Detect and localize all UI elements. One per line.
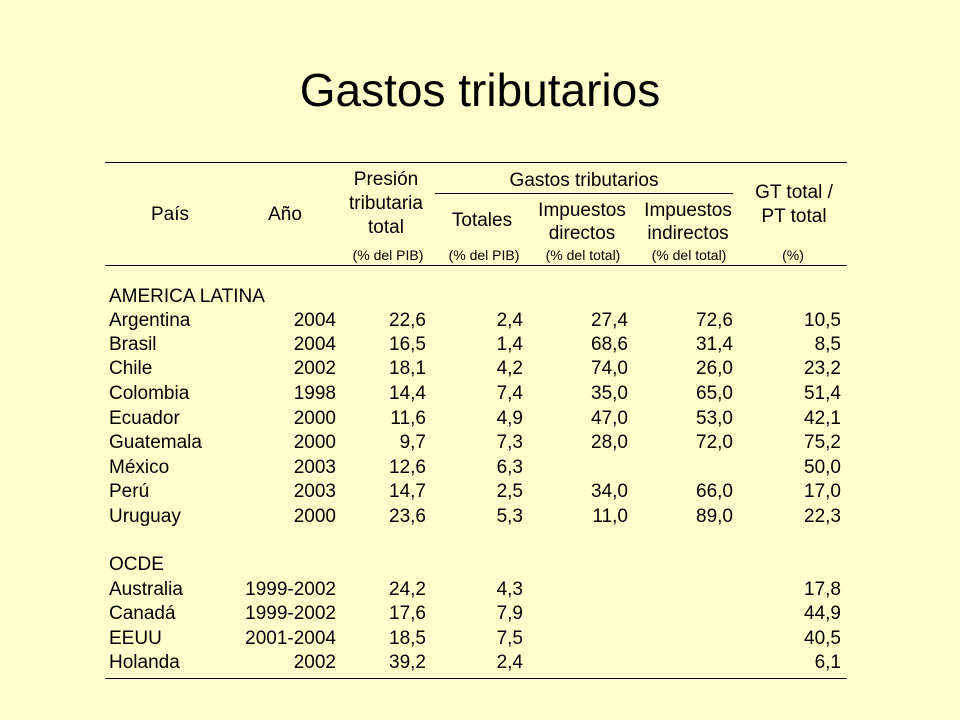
- cell-indirectos: 26,0: [696, 358, 733, 379]
- table-row: [105, 627, 847, 651]
- table-row: [105, 309, 847, 333]
- header-ano: Año: [268, 204, 302, 225]
- header-bottom-rule: [105, 265, 847, 266]
- page-title: Gastos tributarios: [299, 64, 661, 116]
- cell-country: Uruguay: [109, 506, 181, 527]
- cell-directos: 74,0: [591, 358, 628, 379]
- cell-year: 2000: [293, 432, 336, 453]
- table-row: [105, 651, 847, 675]
- cell-gtpt: 17,8: [804, 579, 841, 600]
- cell-totales: 2,4: [496, 652, 523, 673]
- header-gtpt-line1: GT total /: [755, 182, 833, 203]
- cell-country: Colombia: [109, 383, 190, 404]
- cell-country: Perú: [109, 481, 150, 502]
- table-row: [105, 505, 847, 529]
- cell-year: 2004: [293, 310, 336, 331]
- cell-country: Chile: [109, 358, 153, 379]
- cell-country: Australia: [109, 579, 183, 600]
- cell-gtpt: 17,0: [804, 481, 841, 502]
- cell-gtpt: 40,5: [804, 628, 841, 649]
- cell-totales: 2,5: [496, 481, 523, 502]
- cell-totales: 4,3: [496, 579, 523, 600]
- cell-gtpt: 51,4: [804, 383, 841, 404]
- cell-presion: 16,5: [389, 334, 426, 355]
- cell-country: Guatemala: [109, 432, 202, 453]
- cell-directos: 28,0: [591, 432, 628, 453]
- cell-presion: 14,7: [389, 481, 426, 502]
- cell-presion: 22,6: [389, 310, 426, 331]
- cell-gtpt: 6,1: [814, 652, 841, 673]
- cell-directos: 35,0: [591, 383, 628, 404]
- cell-country: Argentina: [109, 310, 191, 331]
- cell-year: 2003: [293, 457, 336, 478]
- cell-year: 2002: [293, 652, 336, 673]
- cell-gtpt: 50,0: [804, 457, 841, 478]
- table-row: [105, 382, 847, 406]
- header-directos-line2: directos: [548, 223, 616, 244]
- table-row: [105, 578, 847, 602]
- cell-indirectos: 31,4: [696, 334, 733, 355]
- cell-gtpt: 23,2: [804, 358, 841, 379]
- header-presion-line1: Presión: [353, 169, 419, 190]
- unit-gtpt: (%): [782, 247, 804, 263]
- cell-country: Ecuador: [109, 408, 180, 429]
- group-header-rule: [435, 193, 733, 194]
- cell-gtpt: 44,9: [804, 603, 841, 624]
- table-row: [105, 407, 847, 431]
- table-row: [105, 480, 847, 504]
- table-row: [105, 431, 847, 455]
- table-row: [105, 333, 847, 357]
- header-gastos-group: Gastos tributarios: [509, 170, 659, 191]
- cell-presion: 18,5: [389, 628, 426, 649]
- cell-directos: 11,0: [592, 506, 628, 527]
- cell-country: México: [109, 457, 170, 478]
- cell-indirectos: 72,6: [696, 310, 733, 331]
- cell-gtpt: 8,5: [814, 334, 841, 355]
- cell-totales: 5,3: [496, 506, 523, 527]
- cell-totales: 2,4: [496, 310, 523, 331]
- header-pais: País: [150, 204, 190, 225]
- cell-gtpt: 10,5: [804, 310, 841, 331]
- table-row: [105, 357, 847, 381]
- cell-totales: 7,5: [496, 628, 523, 649]
- cell-gtpt: 75,2: [804, 432, 841, 453]
- cell-totales: 4,2: [496, 358, 523, 379]
- cell-year: 2000: [293, 408, 336, 429]
- cell-presion: 39,2: [389, 652, 426, 673]
- cell-presion: 18,1: [389, 358, 426, 379]
- header-presion-line2: tributaria: [349, 193, 423, 214]
- table-row: [105, 456, 847, 480]
- cell-gtpt: 42,1: [804, 408, 841, 429]
- cell-totales: 1,4: [496, 334, 523, 355]
- unit-directos: (% del total): [545, 247, 621, 263]
- cell-presion: 24,2: [389, 579, 426, 600]
- cell-country: EEUU: [109, 628, 162, 649]
- table-top-rule: [105, 162, 847, 163]
- unit-totales: (% del PIB): [448, 247, 520, 263]
- table-row: [105, 602, 847, 626]
- cell-year: 1999-2002: [245, 603, 336, 624]
- cell-totales: 4,9: [496, 408, 523, 429]
- cell-indirectos: 66,0: [696, 481, 733, 502]
- section-ocde: OCDE: [109, 554, 164, 575]
- cell-directos: 47,0: [591, 408, 628, 429]
- cell-presion: 12,6: [389, 457, 426, 478]
- unit-indirectos: (% del total): [651, 247, 727, 263]
- cell-directos: 68,6: [591, 334, 628, 355]
- table-bottom-rule: [105, 678, 847, 679]
- cell-indirectos: 53,0: [696, 408, 733, 429]
- cell-year: 2001-2004: [245, 628, 336, 649]
- cell-indirectos: 72,0: [696, 432, 733, 453]
- cell-directos: 27,4: [591, 310, 628, 331]
- header-indirectos-line2: indirectos: [647, 223, 729, 244]
- cell-year: 2003: [293, 481, 336, 502]
- cell-gtpt: 22,3: [804, 506, 841, 527]
- cell-totales: 7,4: [496, 383, 523, 404]
- header-indirectos-line1: Impuestos: [644, 200, 732, 221]
- header-presion-line3: total: [368, 217, 404, 238]
- cell-presion: 17,6: [389, 603, 426, 624]
- cell-totales: 7,3: [496, 432, 523, 453]
- cell-presion: 14,4: [389, 383, 426, 404]
- header-directos-line1: Impuestos: [538, 200, 626, 221]
- cell-indirectos: 89,0: [696, 506, 733, 527]
- cell-presion: 23,6: [389, 506, 426, 527]
- cell-indirectos: 65,0: [696, 383, 733, 404]
- header-totales: Totales: [451, 210, 513, 231]
- cell-year: 1998: [293, 383, 336, 404]
- cell-presion: 9,7: [399, 432, 426, 453]
- cell-year: 2002: [293, 358, 336, 379]
- cell-year: 1999-2002: [245, 579, 336, 600]
- cell-country: Brasil: [109, 334, 157, 355]
- cell-country: Canadá: [109, 603, 176, 624]
- cell-country: Holanda: [109, 652, 180, 673]
- header-gtpt-line2: PT total: [761, 206, 827, 227]
- cell-presion: 11,6: [390, 408, 426, 429]
- cell-year: 2000: [293, 506, 336, 527]
- cell-directos: 34,0: [591, 481, 628, 502]
- unit-presion: (% del PIB): [352, 247, 424, 263]
- cell-totales: 7,9: [496, 603, 523, 624]
- cell-totales: 6,3: [496, 457, 523, 478]
- section-america-latina: AMERICA LATINA: [109, 286, 265, 307]
- tax-expenditure-table: [105, 162, 847, 680]
- cell-year: 2004: [293, 334, 336, 355]
